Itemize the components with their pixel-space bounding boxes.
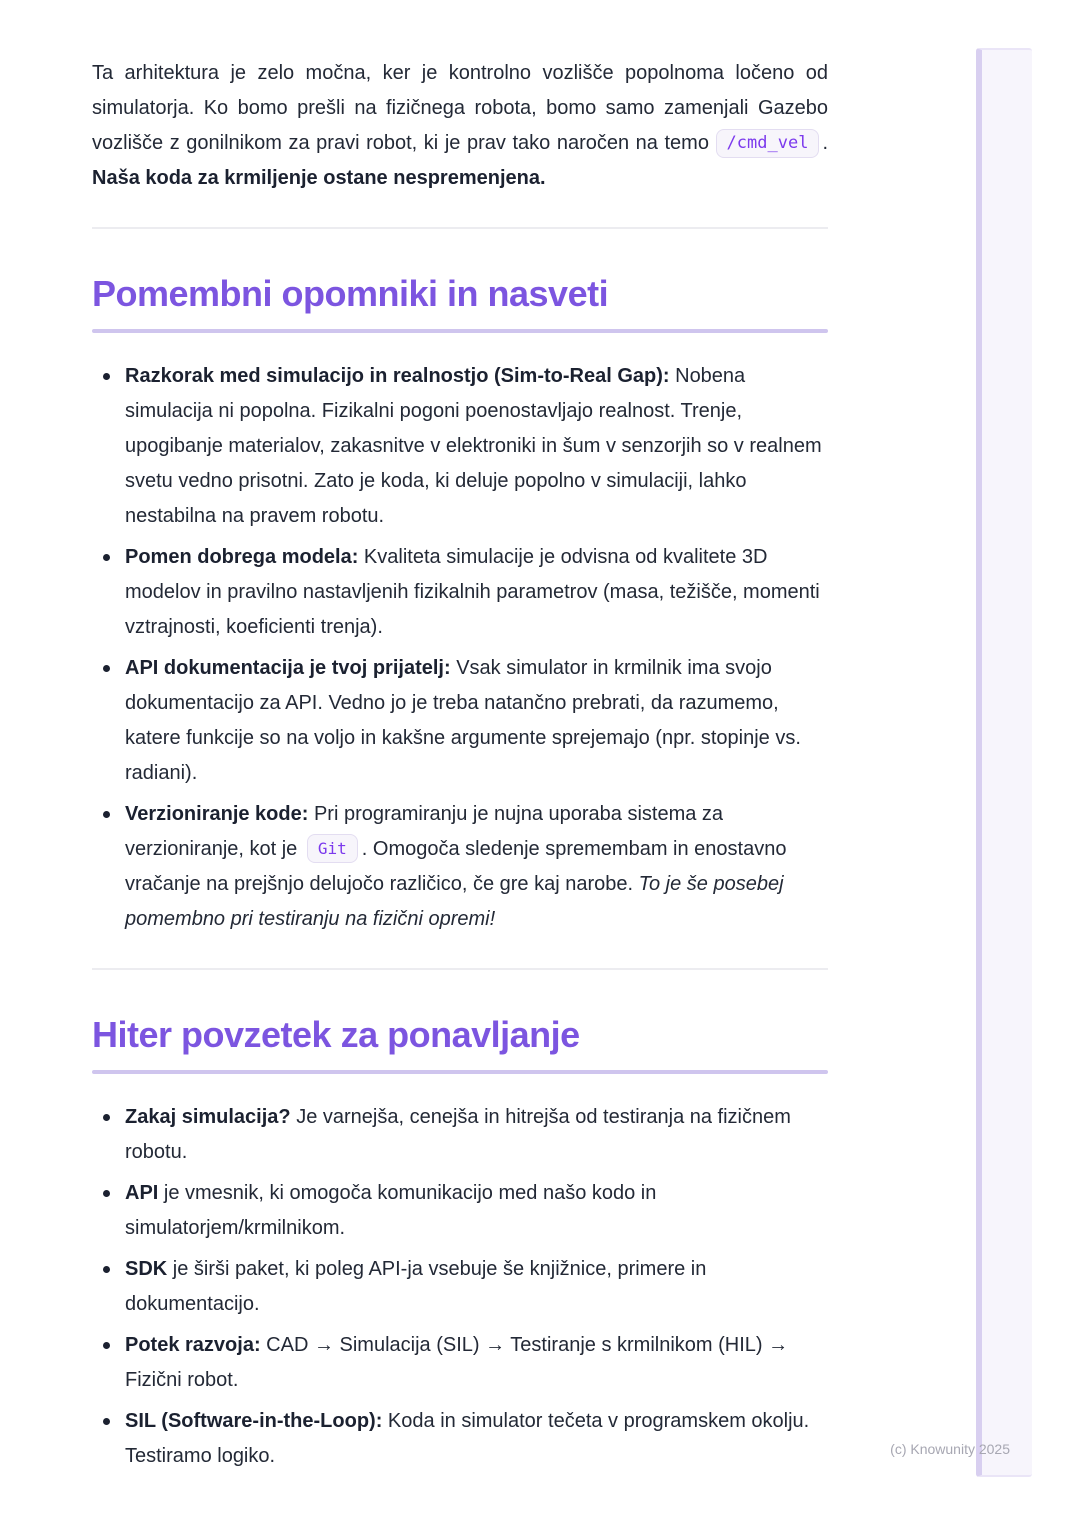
reminders-list — [92, 359, 828, 937]
list-item-text: Kvaliteta simulacije je odvisna od kvalitete 3D modelov in pravilno nastavljenih fizikalnih parametrov (masa, težišče, momenti vztrajnosti, koeficienti trenja). — [125, 546, 820, 638]
section-divider — [92, 968, 828, 970]
inline-code-cmd-vel: /cmd_vel — [716, 129, 820, 158]
list-item-versioning — [92, 797, 828, 937]
list-item-sdk — [92, 1252, 828, 1322]
list-item-lead: Pomen dobrega modela: — [125, 546, 359, 568]
list-item-text: Je varnejša, cenejša in hitrejša od testiranja na fizičnem robotu. — [125, 1106, 791, 1163]
list-item-sim-to-real-gap — [92, 359, 828, 534]
list-item-text: Vsak simulator in krmilnik ima svojo dokumentacijo za API. Vedno jo je treba natančno prebrati, da razumemo, katere funkcije so na voljo in kakšne argumente sprejemajo (npr. stopinje vs. radiani). — [125, 657, 801, 784]
list-item-sil — [92, 1404, 828, 1474]
list-item-text: je vmesnik, ki omogoča komunikacijo med našo kodo in simulatorjem/krmilnikom. — [125, 1182, 657, 1239]
list-item-lead: SDK — [125, 1258, 168, 1280]
list-item-why-simulation — [92, 1100, 828, 1170]
list-item-api-docs — [92, 651, 828, 791]
list-item-api — [92, 1176, 828, 1246]
list-item-model-quality — [92, 540, 828, 645]
section-divider — [92, 227, 828, 229]
section-heading-reminders: Pomembni opomniki in nasveti — [92, 273, 609, 314]
list-item-text-after-chip: . Omogoča sledenje spremembam in enostavno vračanje na prejšnjo delujočo različico, če gre kaj narobe. — [125, 838, 787, 895]
list-item-text: Koda in simulator tečeta v programskem okolju. Testiramo logiko. — [125, 1410, 810, 1467]
intro-text-after-chip: . — [822, 132, 828, 154]
list-item-lead: Potek razvoja: — [125, 1334, 261, 1356]
heading-underline — [92, 1070, 828, 1074]
list-item-dev-flow — [92, 1328, 828, 1398]
list-item-text: CAD → Simulacija (SIL) → Testiranje s krmilnikom (HIL) → Fizični robot. — [125, 1334, 789, 1391]
list-item-lead: Verzioniranje kode: — [125, 803, 309, 825]
list-item-lead: API — [125, 1182, 159, 1204]
list-item-text: Pri programiranju je nujna uporaba sistema za verzioniranje, kot je — [125, 803, 724, 860]
section-heading-summary: Hiter povzetek za ponavljanje — [92, 1014, 580, 1055]
list-item-lead: Zakaj simulacija? — [125, 1106, 291, 1128]
intro-bold-sentence: Naša koda za krmiljenje ostane nespremenjena. — [92, 167, 546, 189]
list-item-lead: API dokumentacija je tvoj prijatelj: — [125, 657, 451, 679]
intro-paragraph — [92, 56, 828, 196]
list-item-text: Nobena simulacija ni popolna. Fizikalni pogoni poenostavljajo realnost. Trenje, upogibanje materialov, zakasnitve v elektroniki in šum v senzorjih so v realnem svetu vedno prisotni. Zato je koda, ki deluje popolno v simulaciji, lahko nestabilna na pravem robotu. — [125, 365, 822, 527]
list-item-lead: SIL (Software-in-the-Loop): — [125, 1410, 383, 1432]
summary-list — [92, 1100, 828, 1474]
list-item-italic-note: To je še posebej pomembno pri testiranju na fizični opremi! — [125, 873, 784, 930]
page-edge-strip — [976, 48, 1032, 1477]
heading-underline — [92, 329, 828, 333]
intro-text: Ta arhitektura je zelo močna, ker je kontrolno vozlišče popolnoma ločeno od simulatorja. Ko bomo prešli na fizičnega robota, bomo samo zamenjali Gazebo vozlišče z gonilnikom za pravi robot, ki je prav tako naročen na temo — [92, 62, 828, 154]
inline-code-git: Git — [307, 834, 358, 863]
list-item-lead: Razkorak med simulacijo in realnostjo (Sim-to-Real Gap): — [125, 365, 670, 387]
copyright-footer: (c) Knowunity 2025 — [890, 1441, 1010, 1457]
list-item-text: je širši paket, ki poleg API-ja vsebuje še knjižnice, primere in dokumentacijo. — [125, 1258, 707, 1315]
